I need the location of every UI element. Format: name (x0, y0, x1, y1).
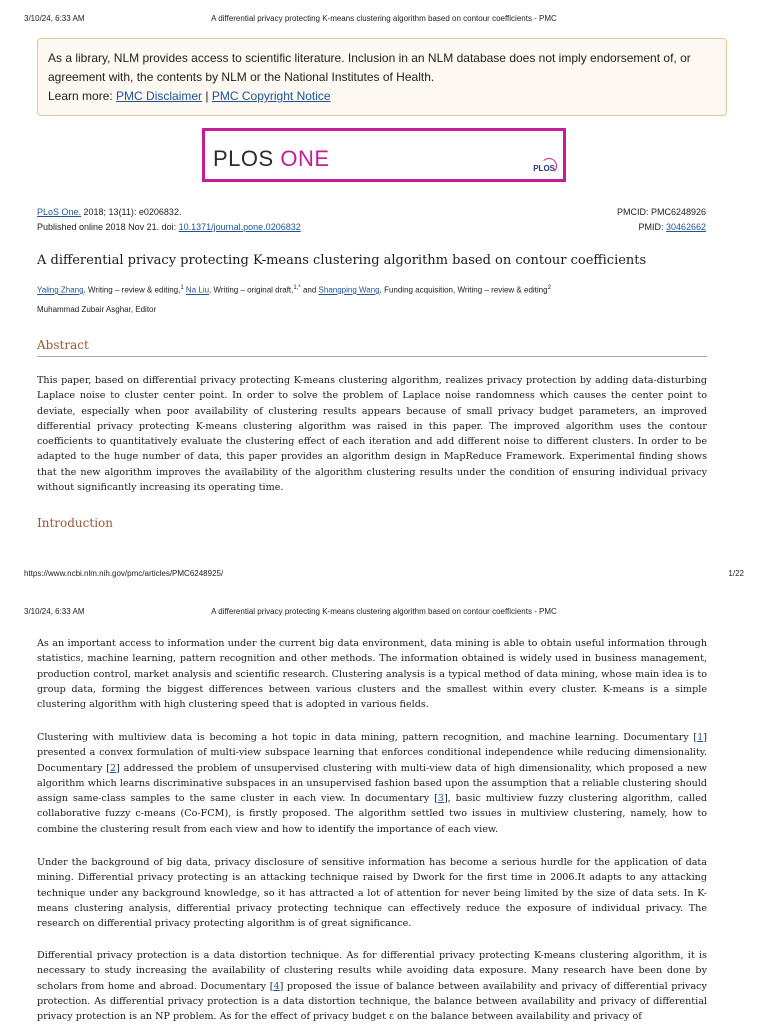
article-title: A differential privacy protecting K-means clustering algorithm based on contour coefficients (37, 253, 647, 268)
page-url: https://www.ncbi.nlm.nih.gov/pmc/articles/PMC6248925/ (24, 569, 224, 578)
print-title: A differential privacy protecting K-means clustering algorithm based on contour coefficients - PMC (211, 14, 557, 23)
introduction-heading: Introduction (37, 516, 113, 530)
editor: Muhammad Zubair Asghar, Editor (37, 305, 157, 314)
author-role: , Writing – review & editing, (83, 285, 181, 295)
affiliation-sup: 1,* (293, 285, 301, 291)
pmc-disclaimer-link[interactable]: PMC Disclaimer (116, 89, 203, 103)
author-list (37, 282, 727, 297)
print-date: 3/10/24, 6:33 AM (24, 607, 85, 616)
author-role: , Funding acquisition, Writing – review & editing (379, 285, 548, 295)
published-online: Published online 2018 Nov 21. doi: (37, 222, 179, 232)
author-link[interactable]: Shangping Wang (318, 285, 380, 295)
link-separator: | (205, 89, 209, 103)
intro-paragraph: Under the background of big data, privacy disclosure of sensitive information has become a serious hurdle for the application of data mining. Differential privacy protecting is an attacking technique raised by Dwork for the first time in 2006.It adapts to any attacking technique under any background knowledge, so it has attracted a lot of attention for never being limited by the size of data sets. In K-means clustering analysis, differential privacy protecting technique can effectively reduce the exposure of individual privacy. The research on differential privacy protecting algorithm is of great significance. (37, 857, 707, 930)
reference-link[interactable]: 2 (110, 762, 117, 774)
disclaimer-text: As a library, NLM provides access to scientific literature. Inclusion in an NLM database does not imply endorsement of, or agreement with, the contents by NLM or the National Institutes of Health. (48, 51, 691, 84)
journal-link[interactable]: PLoS One. (37, 207, 82, 217)
plos-one-logo: PLOS ONE (213, 146, 330, 171)
journal-banner[interactable] (202, 128, 566, 182)
nlm-disclaimer-box (37, 38, 727, 116)
plos-swoosh-icon (541, 158, 557, 174)
author-link[interactable]: Na Liu (185, 285, 210, 295)
affiliation-sup: 1 (180, 285, 184, 291)
intro-paragraph: Clustering with multiview data is becoming a hot topic in data mining, pattern recognition, and machine learning. Documentary [1] presented a convex formulation of multi-view subspace learning that enforces conditional independence while reducing dimensionality. Documentary [2] addressed the problem of unsupervised clustering with multi-view data of high dimensionality, which proposed a new algorithm which learns discriminative subspaces in an unsupervised fashion based upon the assumption that a reliable clustering should assign same-class samples to the same cluster in each view. In documentary [3], basic multiview fuzzy clustering algorithm, called collaborative fuzzy c-means (Co-FCM), is firstly proposed. The algorithm settled two issues in multiview clustering, namely, how to combine the clustering result from each view and how to identify the importance of each view. (37, 732, 708, 835)
print-title: A differential privacy protecting K-means clustering algorithm based on contour coefficients - PMC (211, 607, 557, 616)
citation-info (37, 205, 301, 235)
reference-link[interactable]: 3 (437, 793, 444, 805)
intro-paragraph: As an important access to information under the current big data environment, data mining is able to obtain useful information through statistics, machine learning, pattern recognition and other methods. The information obtained is widely used in business management, production control, market analysis and scientific research. Clustering analysis is a typical method of data mining, whose main idea is to group data, forming the biggest differences between various clusters and the smallest within every cluster. K-means is a simple clustering algorithm with high clustering speed that is adopted in various fields. (37, 638, 707, 711)
learn-more-label: Learn more: (48, 89, 113, 103)
print-footer (24, 569, 744, 583)
abstract-text: This paper, based on differential privacy protecting K-means clustering algorithm, realizes privacy protection by adding data-disturbing Laplace noise to cluster center point. In order to solve the problem of Laplace noise randomness which causes the center point to deviate, especially when poor availability of clustering results appears because of small privacy budget parameters, an improved differential privacy protecting K-means clustering algorithm was raised in this paper. The improved algorithm uses the contour coefficients to quantitatively evaluate the clustering effect of each iteration and add different noise to different clusters. In order to be adapted to the huge number of data, this paper provides an algorithm design in MapReduce Framework. Experimental finding shows that the new algorithm improves the availability of the algorithm clustering results under the condition of ensuring individual privacy without significantly increasing its operating time. (37, 375, 707, 494)
pmcid: PMCID: PMC6248926 (616, 207, 706, 217)
page-number: 1/22 (728, 569, 744, 578)
author-role: , Writing – original draft, (209, 285, 294, 295)
plos-small-logo: PLOS (533, 164, 555, 173)
print-header (24, 14, 744, 28)
pmid-label: PMID: (638, 222, 666, 232)
section-divider (37, 356, 707, 357)
print-date: 3/10/24, 6:33 AM (24, 14, 85, 23)
doi-link[interactable]: 10.1371/journal.pone.0206832 (178, 222, 301, 232)
pmc-copyright-link[interactable]: PMC Copyright Notice (211, 89, 331, 103)
reference-link[interactable]: 4 (273, 980, 280, 992)
abstract-heading: Abstract (37, 338, 89, 352)
article-ids (617, 205, 706, 235)
pmid-link[interactable]: 30462662 (665, 222, 706, 232)
author-and: and (300, 285, 319, 295)
reference-link[interactable]: 1 (697, 732, 704, 743)
intro-paragraph: Differential privacy protection is a data distortion technique. As for differential privacy protecting K-means clustering algorithm, it is necessary to study increasing the availability of clustering results while avoiding data exposure. Many research have been done by scholars from home and abroad. Documentary [4] proposed the issue of balance between availability and privacy of differential privacy protection. As differential privacy protection is a data distortion technique, the balance between availability and privacy of differential privacy protection is an NP problem. As for the effect of privacy budget ε on the balance between availability and privacy of (37, 950, 707, 1023)
journal-issue: 2018; 13(11): e0206832. (81, 207, 182, 217)
print-header (24, 607, 744, 621)
affiliation-sup: 2 (547, 285, 551, 291)
author-link[interactable]: Yaling Zhang (37, 285, 84, 295)
